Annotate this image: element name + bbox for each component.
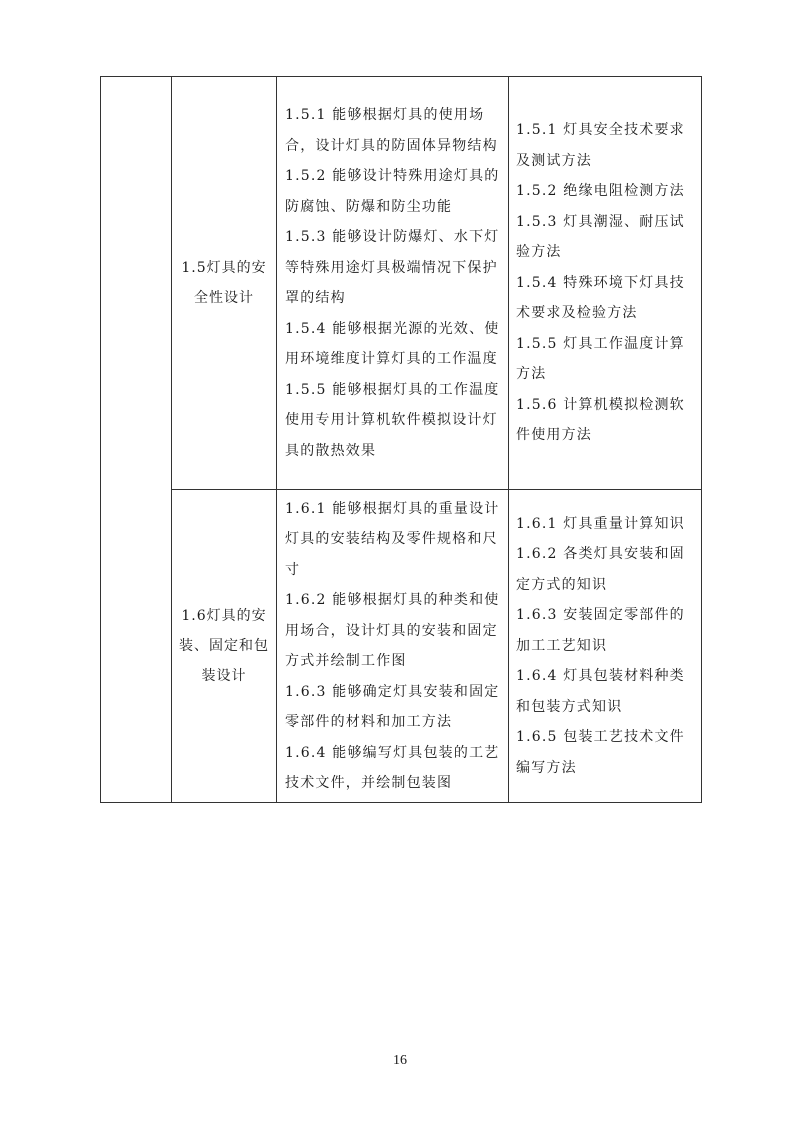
table-row: [101, 77, 702, 490]
knowledge-item: 1.5.1 灯具安全技术要求及测试方法: [516, 122, 685, 169]
job-function-cell: [101, 77, 172, 803]
skill-item: 1.6.4 能够编写灯具包装的工艺技术文件，并绘制包装图: [285, 744, 500, 791]
skill-requirements-table: [100, 76, 702, 803]
skill-item: 1.5.4 能够根据光源的光效、使用环境维度计算灯具的工作温度 1.5.5 能够根据灯具的工作温度使用专用计算机软件模拟设计灯具的散热效果: [285, 320, 500, 459]
knowledge-item: 1.6.5 包装工艺技术文件编写方法: [516, 729, 685, 776]
knowledge-item: 1.5.6 计算机模拟检测软件使用方法: [516, 396, 685, 444]
related-knowledge-cell: [509, 490, 702, 803]
work-content-cell: [172, 77, 277, 490]
skill-item: 1.6.2 能够根据灯具的种类和使用场合，设计灯具的安装和固定方式并绘制工作图: [285, 592, 500, 669]
work-content-line: 装设计: [201, 668, 247, 684]
skill-item: 1.6.1 能够根据灯具的重量设计灯具的安装结构及零件规格和尺寸: [285, 500, 500, 578]
skill-item: 1.5.3 能够设计防爆灯、水下灯等特殊用途灯具极端情况下保护罩的结构: [285, 229, 500, 306]
page-number: 16: [393, 1053, 407, 1068]
knowledge-item: 1.5.5 灯具工作温度计算方法: [516, 335, 685, 383]
table-row: [101, 490, 702, 803]
knowledge-item: 1.6.2 各类灯具安装和固定方式的知识: [516, 546, 685, 593]
knowledge-item: 1.5.2 绝缘电阻检测方法: [516, 183, 685, 200]
skill-item: 1.5.1 能够根据灯具的使用场合，设计灯具的防固体异物结构: [285, 107, 498, 154]
work-content-line: 1.6灯具的安: [181, 608, 267, 624]
skill-item: 1.5.2 能够设计特殊用途灯具的防腐蚀、防爆和防尘功能: [285, 168, 500, 215]
related-knowledge-cell: [509, 77, 702, 490]
skill-requirements-cell: [277, 77, 509, 490]
work-content-cell: [172, 490, 277, 803]
work-content-line: 全性设计: [194, 290, 254, 306]
work-content-line: 1.5灯具的安: [181, 260, 267, 276]
skill-item: 1.6.3 能够确定灯具安装和固定零部件的材料和加工方法: [285, 683, 500, 730]
work-content-line: 装、固定和包: [179, 638, 269, 654]
knowledge-item: 1.6.3 安装固定零部件的加工工艺知识: [516, 607, 685, 654]
knowledge-item: 1.5.3 灯具潮湿、耐压试验方法: [516, 213, 685, 261]
knowledge-item: 1.5.4 特殊环境下灯具技术要求及检验方法: [516, 274, 685, 322]
knowledge-item: 1.6.1 灯具重量计算知识: [516, 515, 685, 532]
skill-requirements-cell: [277, 490, 509, 803]
knowledge-item: 1.6.4 灯具包装材料种类和包装方式知识: [516, 668, 685, 715]
